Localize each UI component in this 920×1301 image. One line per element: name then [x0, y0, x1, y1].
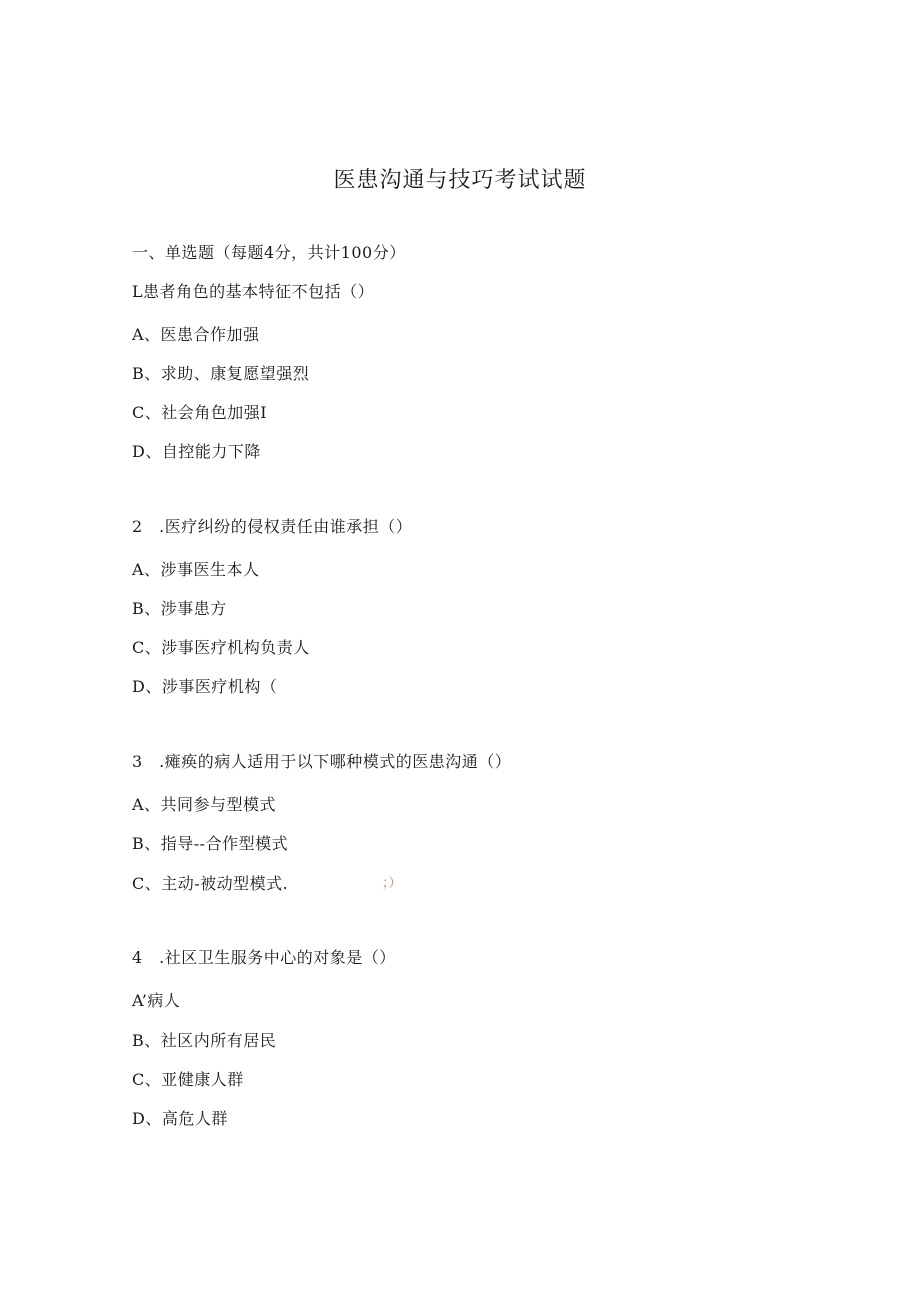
question-3-option-a: A、共同参与型模式 [132, 795, 277, 814]
question-2-option-a: A、涉事医生本人 [132, 560, 260, 579]
question-4-option-c: C、亚健康人群 [132, 1070, 244, 1089]
question-4-stem: 4 .社区卫生服务中心的对象是（） [132, 948, 396, 967]
question-4-option-a: A’病人 [132, 991, 181, 1010]
question-1-stem: L患者角色的基本特征不包括（） [132, 282, 375, 301]
question-4-option-b: B、社区内所有居民 [132, 1031, 277, 1050]
question-2-option-d: D、涉事医疗机构（ [132, 677, 278, 696]
stray-mark: ；） [382, 876, 402, 891]
question-1-option-a: A、医患合作加强 [132, 325, 260, 344]
exam-title: 医患沟通与技巧考试试题 [333, 168, 587, 193]
question-3-stem: 3 .瘫痪的病人适用于以下哪种模式的医患沟通（） [132, 752, 512, 771]
question-1-option-d: D、自控能力下降 [132, 442, 261, 461]
question-3-option-c: C、主动-被动型模式. [132, 874, 289, 893]
question-3-option-b: B、指导--合作型模式 [132, 834, 289, 853]
question-2-option-c: C、涉事医疗机构负责人 [132, 638, 310, 657]
question-1-option-c: C、社会角色加强I [132, 403, 268, 422]
question-1-option-b: B、求助、康复愿望强烈 [132, 364, 310, 383]
section-header: 一、单选题（每题4分，共计100分） [132, 243, 406, 262]
question-4-option-d: D、高危人群 [132, 1109, 228, 1128]
question-2-stem: 2 .医疗纠纷的侵权责任由谁承担（） [132, 517, 413, 536]
question-2-option-b: B、涉事患方 [132, 599, 227, 618]
